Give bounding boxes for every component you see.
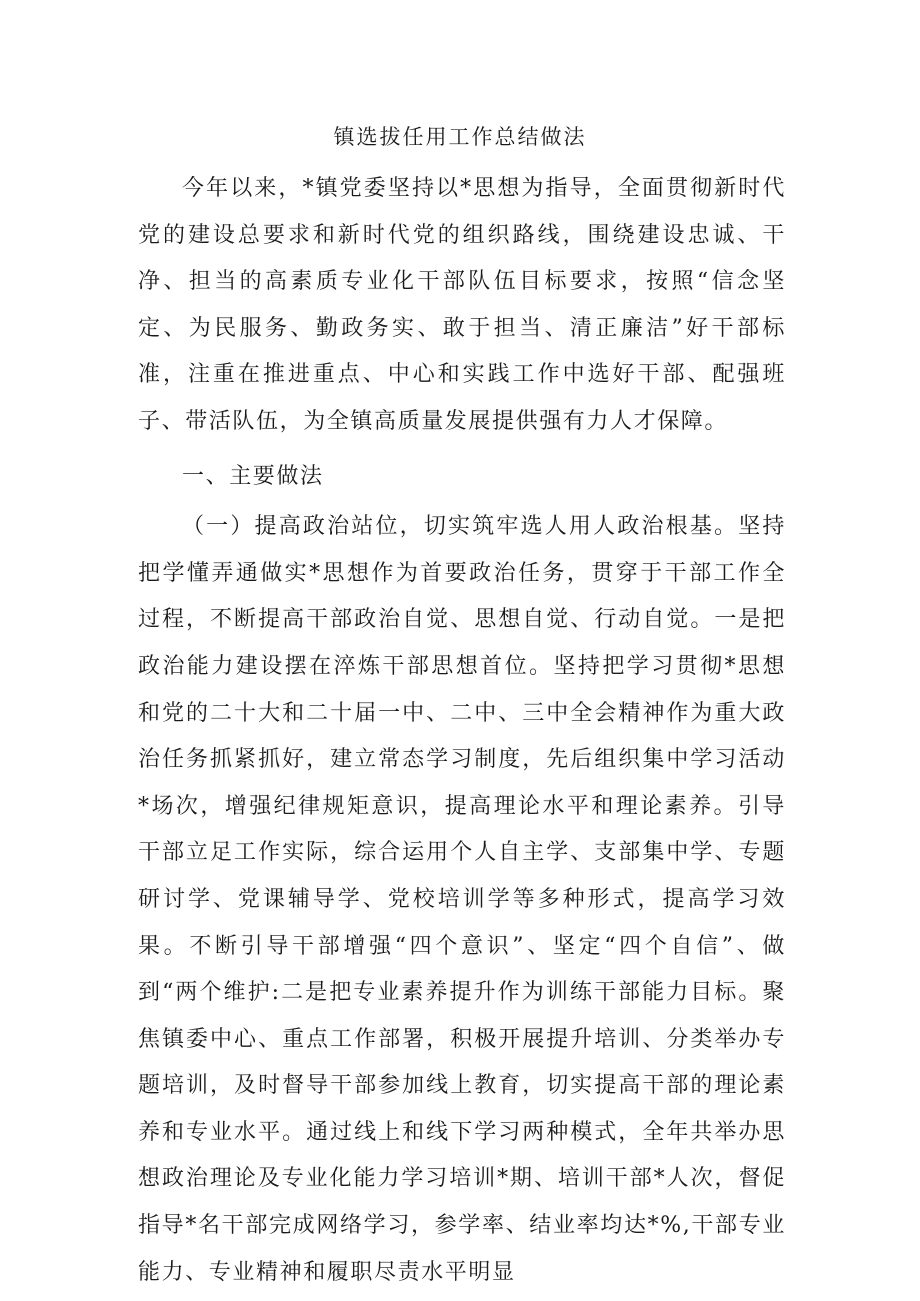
subsection-paragraph: （一）提高政治站位，切实筑牢选人用人政治根基。坚持把学懂弄通做实*思想作为首要政治任务，贯穿于干部工作全过程，不断提高干部政治自觉、思想自觉、行动自觉。一是把政治能力建设摆在淬炼干部思想首位。坚持把学习贯彻*思想和党的二十大和二十届一中、二中、三中全会精神作为重大政治任务抓紧抓好，建立常态学习制度，先后组织集中学习活动*场次，增强纪律规矩意识，提高理论水平和理论素养。引导干部立足工作实际，综合运用个人自主学、支部集中学、专题研讨学、党课辅导学、党校培训学等多种形式，提高学习效果。不断引导干部增强“四个意识”、坚定“四个自信”、做到“两个维护:二是把专业素养提升作为训练干部能力目标。聚焦镇委中心、重点工作部署，积极开展提升培训、分类举办专题培训，及时督导干部参加线上教育，切实提高干部的理论素养和专业水平。通过线上和线下学习两种模式，全年共举办思想政治理论及专业化能力学习培训*期、培训干部*人次，督促指导*名干部完成网络学习，参学率、结业率均达*%,干部专业能力、专业精神和履职尽责水平明显	[138, 514, 786, 1285]
document-body	[138, 166, 786, 1296]
intro-paragraph: 今年以来，*镇党委坚持以*思想为指导，全面贯彻新时代党的建设总要求和新时代党的组织路线，围绕建设忠诚、干净、担当的高素质专业化干部队伍目标要求，按照“信念坚定、为民服务、勤政务实、敢于担当、清正廉洁”好干部标准，注重在推进重点、中心和实践工作中选好干部、配强班子、带活队伍，为全镇高质量发展提供强有力人才保障。	[138, 176, 786, 434]
section-heading: 一、主要做法	[182, 463, 324, 489]
document-title: 镇选拔任用工作总结做法	[333, 125, 587, 149]
